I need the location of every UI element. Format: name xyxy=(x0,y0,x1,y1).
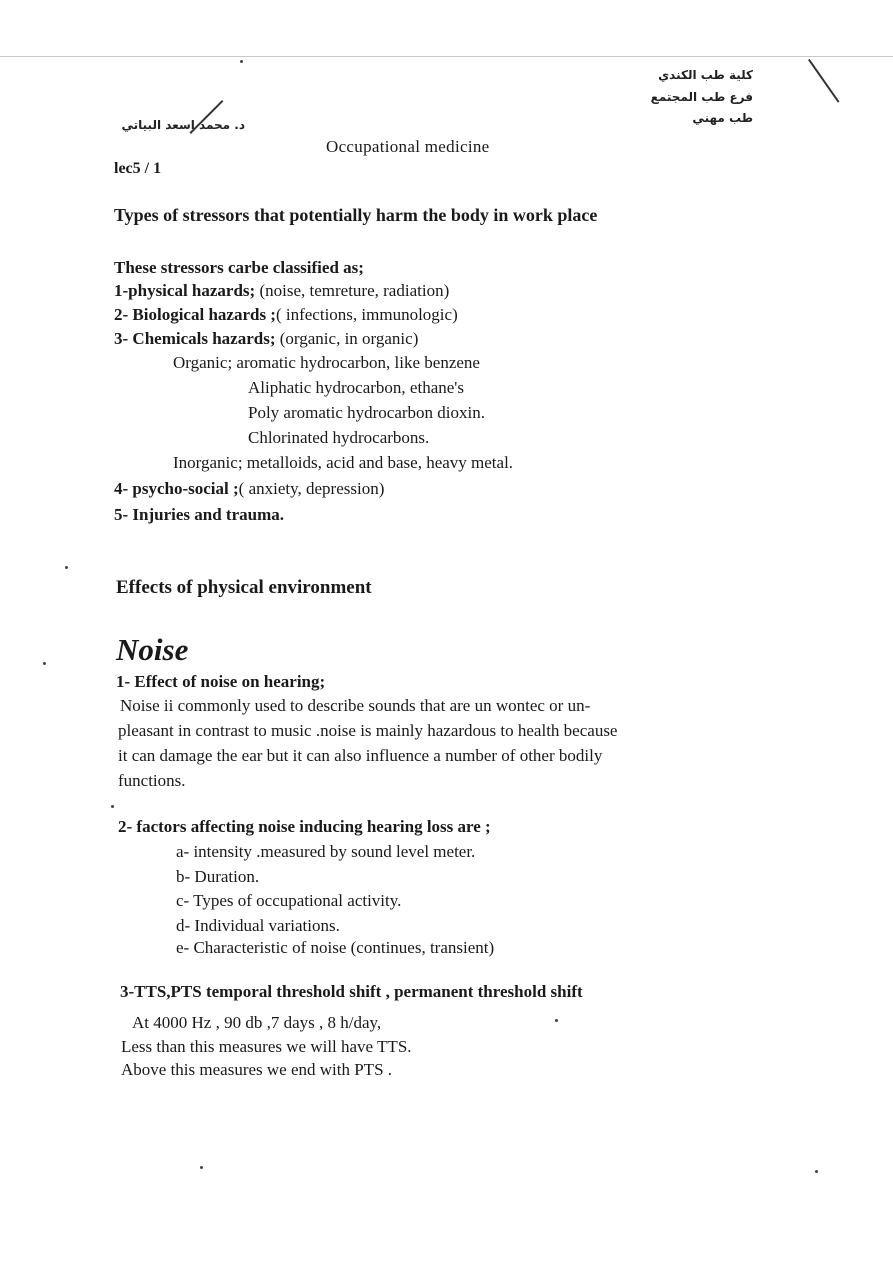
stressors-heading: Types of stressors that potentially harm the body in work place xyxy=(114,205,598,225)
factor-item: a- intensity .measured by sound level meter. xyxy=(176,842,476,861)
scan-speck xyxy=(111,805,114,808)
paragraph-line: it can damage the ear but it can also influence a number of other bodily xyxy=(118,746,603,765)
scan-speck xyxy=(240,60,243,63)
scan-speck xyxy=(43,662,46,665)
organic-line: Chlorinated hydrocarbons. xyxy=(248,428,430,447)
factor-item: e- Characteristic of noise (continues, transient) xyxy=(176,938,495,957)
organic-line: Aliphatic hydrocarbon, ethane's xyxy=(248,378,464,397)
paragraph-line: At 4000 Hz , 90 db ,7 days , 8 h/day, xyxy=(132,1013,382,1032)
factor-item: c- Types of occupational activity. xyxy=(176,891,402,910)
organic-line: Organic; aromatic hydrocarbon, like benzene xyxy=(173,353,480,372)
scan-edge-line xyxy=(0,56,893,57)
stressors-intro: These stressors carbe classified as; xyxy=(114,258,364,277)
stressor-label: 3- Chemicals hazards; xyxy=(114,329,276,348)
stressor-label: 5- Injuries and trauma. xyxy=(114,505,285,524)
stressor-item xyxy=(114,305,458,325)
paragraph-line: Above this measures we end with PTS . xyxy=(121,1060,393,1079)
scan-speck xyxy=(555,1019,558,1022)
stressor-detail: (noise, temreture, radiation) xyxy=(255,281,450,300)
section-heading: 2- factors affecting noise inducing hearing loss are ; xyxy=(118,817,491,836)
subject-name: طب مهني xyxy=(692,111,753,125)
scan-speck xyxy=(200,1166,203,1169)
department-name: فرع طب المجتمع xyxy=(650,90,753,104)
stressor-detail: ( infections, immunologic) xyxy=(275,305,458,324)
stressor-detail: ( anxiety, depression) xyxy=(238,479,385,498)
paragraph-line: functions. xyxy=(118,771,186,790)
stressor-label: 4- psycho-social ; xyxy=(114,479,239,498)
factor-item: d- Individual variations. xyxy=(176,916,340,935)
scan-speck xyxy=(65,566,68,569)
inorganic-line: Inorganic; metalloids, acid and base, heavy metal. xyxy=(173,453,514,472)
noise-title: Noise xyxy=(116,632,189,667)
page-title: Occupational medicine xyxy=(326,137,490,156)
scan-margin xyxy=(0,0,893,56)
lecturer-name: د. محمد اسعد البياتي xyxy=(121,118,245,132)
college-name: كلية طب الكندي xyxy=(658,68,753,82)
paragraph-line: pleasant in contrast to music .noise is mainly hazardous to health because xyxy=(118,721,618,740)
factor-item: b- Duration. xyxy=(176,867,260,886)
stressor-item xyxy=(114,479,384,499)
stressor-item xyxy=(114,329,418,349)
paragraph-line: Less than this measures we will have TTS. xyxy=(121,1037,412,1056)
stressor-item xyxy=(114,505,284,525)
stressor-detail: (organic, in organic) xyxy=(275,329,419,348)
section-heading: 1- Effect of noise on hearing; xyxy=(116,672,326,691)
organic-line: Poly aromatic hydrocarbon dioxin. xyxy=(248,403,486,422)
section-heading: 3-TTS,PTS temporal threshold shift , permanent threshold shift xyxy=(120,982,583,1001)
stressor-item xyxy=(114,281,449,301)
stressor-label: 2- Biological hazards ; xyxy=(114,305,276,324)
physical-heading: Effects of physical environment xyxy=(116,577,372,598)
pen-stroke xyxy=(808,59,839,103)
stressor-label: 1-physical hazards; xyxy=(114,281,256,300)
lecture-number: lec5 / 1 xyxy=(114,160,162,177)
scan-speck xyxy=(815,1170,818,1173)
paragraph-line: Noise ii commonly used to describe sounds that are un wontec or un- xyxy=(120,696,591,715)
